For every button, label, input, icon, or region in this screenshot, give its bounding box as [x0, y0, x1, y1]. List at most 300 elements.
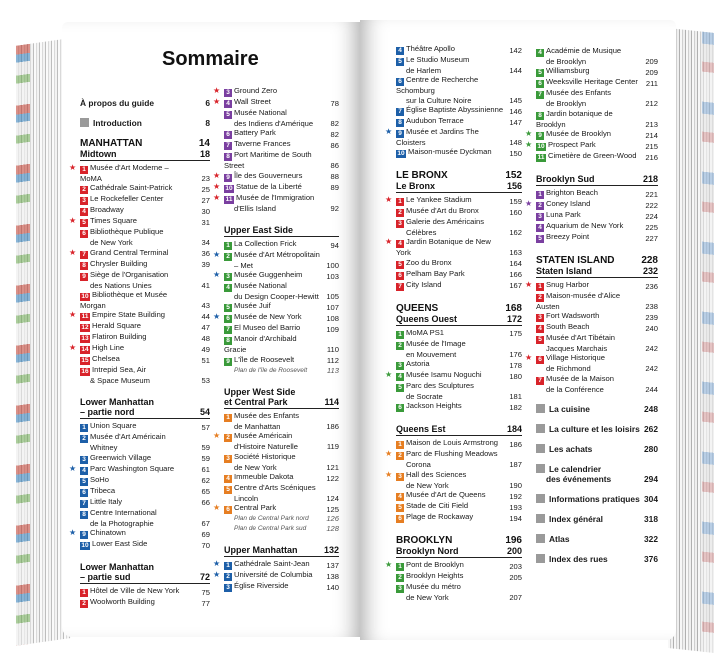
number-badge: 13 — [81, 335, 89, 343]
toc-entry[interactable] — [69, 216, 210, 227]
toc-page-number: 168 — [505, 302, 522, 314]
toc-entry[interactable] — [69, 343, 210, 354]
toc-entry[interactable] — [525, 353, 658, 364]
toc-entry-label: Tribeca — [90, 485, 116, 495]
number-badge: 4 — [80, 208, 88, 216]
toc-subsection-heading[interactable] — [80, 407, 210, 417]
heading-rule — [396, 325, 522, 326]
toc-entry[interactable] — [396, 593, 522, 602]
toc-entry-label: La Collection Frick — [234, 238, 297, 248]
number-badge: 3 — [396, 220, 404, 228]
star-icon: ★ — [525, 139, 533, 149]
star-icon: ★ — [525, 128, 533, 138]
toc-entry[interactable] — [224, 292, 339, 301]
toc-page-number: 212 — [645, 99, 658, 109]
toc-entry[interactable] — [536, 322, 658, 333]
toc-page-number: 57 — [201, 423, 210, 433]
number-badge: 6 — [536, 80, 544, 88]
toc-entry[interactable] — [80, 183, 210, 194]
toc-entry[interactable] — [536, 374, 658, 385]
toc-entry-label: Williamsburg — [546, 66, 590, 76]
toc-page-number: 244 — [645, 384, 658, 394]
toc-entry-label: QUEENS — [396, 302, 439, 314]
toc-chapter-row[interactable] — [80, 118, 210, 128]
toc-entry-label: Maison-musée d'Alice Austen — [536, 290, 621, 311]
toc-entry-label: – Met — [234, 260, 253, 270]
toc-entry[interactable] — [80, 586, 210, 597]
number-badge: 14 — [81, 346, 89, 354]
number-badge: 6 — [224, 506, 232, 514]
toc-entry[interactable] — [69, 247, 210, 259]
chapter-square-icon — [536, 444, 545, 453]
toc-entry[interactable] — [396, 147, 522, 158]
toc-entry[interactable] — [224, 483, 339, 494]
toc-entry[interactable] — [385, 370, 522, 381]
heading-rule — [396, 557, 522, 558]
toc-entry[interactable] — [224, 281, 339, 292]
toc-entry[interactable] — [396, 228, 522, 237]
toc-entry[interactable] — [69, 463, 210, 475]
toc-page-number: 211 — [645, 79, 658, 88]
toc-entry[interactable] — [213, 86, 339, 97]
toc-entry[interactable] — [224, 472, 339, 483]
toc-entry[interactable] — [396, 75, 522, 95]
toc-entry-label: Cathédrale Saint-Jean — [234, 558, 310, 568]
toc-entry-label: Parc Washington Square — [90, 463, 175, 473]
toc-entry-label: Brighton Beach — [546, 187, 598, 197]
toc-entry[interactable] — [396, 44, 522, 55]
toc-entry[interactable] — [536, 188, 658, 199]
toc-entry-label: Le Rockefeller Center — [90, 194, 164, 204]
toc-entry-label: Staten Island — [536, 265, 593, 276]
star-icon: ★ — [69, 163, 77, 172]
toc-entry[interactable] — [536, 109, 658, 129]
toc-entry[interactable] — [525, 198, 658, 210]
toc-entry[interactable] — [69, 310, 210, 321]
toc-page-number: 196 — [505, 534, 522, 546]
toc-entry[interactable] — [536, 66, 658, 77]
toc-chapter-row[interactable] — [536, 464, 658, 474]
star-icon: ★ — [213, 86, 221, 95]
toc-page-number: 160 — [509, 207, 522, 217]
number-badge: 5 — [396, 384, 404, 392]
toc-subsection-heading[interactable] — [80, 572, 210, 582]
toc-subsection-heading[interactable] — [396, 424, 522, 434]
star-icon: ★ — [213, 558, 221, 568]
toc-entry[interactable] — [80, 205, 210, 216]
star-icon: ★ — [385, 469, 393, 479]
toc-entry[interactable] — [224, 239, 339, 250]
toc-entry[interactable] — [80, 508, 210, 519]
toc-page-number: 218 — [642, 173, 658, 184]
toc-entry[interactable] — [80, 365, 210, 376]
toc-page-number: 190 — [509, 480, 522, 490]
toc-subsection-heading[interactable] — [80, 149, 210, 159]
toc-entry[interactable] — [224, 301, 339, 312]
toc-entry[interactable] — [536, 151, 658, 162]
toc-entry[interactable] — [213, 192, 339, 204]
toc-entry-label: de Brooklyn — [546, 99, 587, 109]
toc-entry[interactable] — [80, 376, 210, 385]
toc-entry-label: Musée du métro — [406, 581, 461, 591]
toc-entry[interactable] — [80, 194, 210, 205]
toc-entry-label: Île des Gouverneurs — [234, 170, 303, 180]
toc-entry[interactable] — [224, 128, 339, 139]
chapter-square-icon — [536, 464, 545, 473]
toc-entry-label: Audubon Terrace — [406, 115, 464, 125]
toc-page-number: 140 — [326, 582, 339, 592]
toc-entry[interactable] — [396, 438, 522, 449]
chapter-square-icon — [536, 424, 545, 433]
toc-page-number: 148 — [509, 137, 522, 147]
toc-entry[interactable] — [525, 139, 658, 151]
toc-entry-label: de New York — [90, 238, 133, 248]
toc-entry[interactable] — [213, 431, 339, 442]
toc-entry[interactable] — [224, 108, 339, 119]
toc-entry[interactable] — [396, 280, 522, 291]
toc-entry[interactable] — [536, 232, 658, 243]
heading-rule — [80, 418, 210, 419]
toc-subsection-heading[interactable] — [224, 545, 339, 555]
toc-entry[interactable] — [536, 333, 658, 344]
toc-entry[interactable] — [224, 334, 339, 354]
toc-entry-label: Battery Park — [234, 128, 276, 138]
toc-subsection-heading[interactable] — [396, 546, 522, 556]
toc-entry-label: Université de Columbia — [234, 569, 313, 579]
toc-chapter-row[interactable] — [536, 444, 658, 454]
toc-entry-label: Empire State Building — [92, 310, 166, 320]
toc-map-entry[interactable] — [224, 524, 339, 533]
toc-entry[interactable] — [80, 597, 210, 608]
toc-chapter-row[interactable] — [536, 514, 658, 524]
toc-entry[interactable] — [525, 128, 658, 140]
toc-entry[interactable] — [396, 512, 522, 523]
number-badge: 2 — [396, 574, 404, 582]
toc-entry[interactable] — [396, 350, 522, 359]
toc-entry[interactable] — [69, 163, 210, 183]
toc-entry-label: MANHATTAN — [80, 138, 143, 149]
toc-entry-label: Église Riverside — [234, 580, 289, 590]
left-page — [62, 22, 360, 637]
toc-entry[interactable] — [80, 519, 210, 528]
toc-entry[interactable] — [396, 217, 522, 228]
toc-entry[interactable] — [396, 116, 522, 127]
toc-entry[interactable] — [80, 486, 210, 497]
number-badge: 2 — [224, 573, 232, 581]
toc-page-number: 192 — [509, 491, 522, 501]
toc-chapter-row[interactable] — [536, 534, 658, 544]
toc-entry[interactable] — [396, 582, 522, 593]
toc-page-number: 23 — [201, 174, 210, 183]
toc-entry[interactable] — [80, 332, 210, 343]
toc-page-number: 318 — [644, 514, 658, 525]
heading-rule — [396, 435, 522, 436]
toc-entry-label: Brooklyn Heights — [406, 570, 464, 580]
toc-page-number: 294 — [644, 474, 658, 485]
toc-entry[interactable] — [525, 279, 658, 291]
toc-entry[interactable] — [396, 258, 522, 269]
toc-entry[interactable] — [80, 281, 210, 290]
toc-entry[interactable] — [536, 99, 658, 108]
toc-entry[interactable] — [80, 321, 210, 332]
number-badge: 1 — [80, 424, 88, 432]
toc-entry-label: Taverne Frances — [234, 139, 291, 149]
toc-chapter-row[interactable] — [536, 424, 658, 434]
toc-entry-label: Pont de Brooklyn — [406, 559, 464, 569]
toc-entry-label: À propos du guide — [80, 98, 154, 108]
toc-entry[interactable] — [80, 354, 210, 365]
toc-entry-label: en Mouvement — [406, 349, 457, 359]
toc-page-number: 110 — [326, 345, 339, 355]
toc-entry[interactable] — [536, 210, 658, 221]
toc-entry[interactable] — [80, 290, 210, 310]
toc-entry-label: Musée de l'Immigration — [236, 192, 315, 202]
toc-entry[interactable] — [536, 344, 658, 353]
toc-entry-label: Hôtel de Ville de New York — [90, 586, 180, 596]
toc-entry[interactable] — [80, 238, 210, 247]
toc-entry-label: Aquarium de New York — [546, 220, 624, 230]
toc-section-heading[interactable] — [80, 138, 210, 149]
toc-entry-label: BROOKLYN — [396, 534, 453, 546]
toc-subsection-heading[interactable] — [224, 387, 339, 397]
toc-entry[interactable] — [80, 432, 210, 443]
toc-page-number: 69 — [201, 529, 210, 539]
toc-entry[interactable] — [396, 206, 522, 217]
toc-entry-label: Plage de Rockaway — [406, 511, 474, 521]
number-badge: 7 — [224, 142, 232, 150]
toc-entry[interactable] — [385, 449, 522, 460]
toc-entry-label: Wall Street — [234, 97, 271, 106]
number-badge: 7 — [536, 91, 544, 99]
toc-entry[interactable] — [80, 270, 210, 281]
toc-entry[interactable] — [536, 77, 658, 88]
toc-entry[interactable] — [213, 503, 339, 514]
toc-subsection-heading[interactable] — [80, 562, 210, 572]
toc-entry-label: Musée National — [234, 281, 287, 291]
toc-page-number: 36 — [201, 249, 210, 259]
toc-map-entry[interactable] — [224, 366, 339, 375]
toc-entry-label: Cathédrale Saint-Patrick — [90, 183, 173, 193]
toc-subsection-heading[interactable] — [80, 397, 210, 407]
toc-entry[interactable] — [224, 139, 339, 150]
number-badge: 6 — [396, 78, 404, 86]
toc-entry[interactable] — [80, 453, 210, 464]
toc-section-heading[interactable] — [396, 303, 522, 314]
toc-entry[interactable] — [396, 460, 522, 469]
toc-entry[interactable] — [80, 497, 210, 508]
toc-page-number: 213 — [645, 119, 658, 129]
toc-entry[interactable] — [80, 259, 210, 270]
toc-entry-label: Woolworth Building — [90, 597, 155, 607]
toc-page-number: 103 — [326, 271, 339, 281]
toc-entry-label: Siège de l'Organisation — [90, 269, 169, 279]
star-icon: ★ — [385, 449, 393, 459]
toc-entry-label: de Richmond — [546, 364, 591, 374]
toc-entry-label: Union Square — [90, 421, 137, 431]
toc-entry[interactable] — [396, 401, 522, 412]
toc-map-entry[interactable] — [224, 514, 339, 523]
toc-entry-label: Chrysler Building — [90, 258, 148, 268]
toc-entry[interactable] — [536, 57, 658, 66]
toc-page-number: 224 — [645, 211, 658, 221]
toc-page-number: 27 — [201, 196, 210, 205]
toc-entry[interactable] — [224, 323, 339, 334]
toc-entry[interactable] — [224, 119, 339, 128]
toc-page-number: 78 — [330, 98, 339, 108]
star-icon: ★ — [213, 192, 221, 202]
star-icon: ★ — [213, 270, 221, 280]
toc-entry[interactable] — [385, 237, 522, 258]
number-badge: 4 — [536, 325, 544, 333]
toc-entry[interactable] — [213, 249, 339, 261]
toc-entry[interactable] — [536, 88, 658, 99]
toc-entry[interactable] — [396, 269, 522, 280]
toc-entry[interactable] — [224, 422, 339, 431]
toc-entry[interactable] — [213, 569, 339, 581]
toc-page-number: 228 — [641, 254, 658, 266]
toc-page-number: 232 — [642, 265, 658, 276]
toc-entry[interactable] — [396, 359, 522, 370]
toc-entry[interactable] — [396, 381, 522, 392]
toc-entry[interactable] — [224, 463, 339, 472]
toc-entry[interactable] — [536, 311, 658, 322]
toc-entry-label: Le Yankee Stadium — [406, 195, 472, 205]
toc-subsection-heading[interactable] — [396, 314, 522, 324]
toc-entry-label: Ground Zero — [234, 86, 278, 95]
number-badge: 7 — [396, 283, 404, 291]
number-badge: 5 — [396, 58, 404, 66]
toc-page-number: 242 — [645, 344, 658, 354]
toc-entry[interactable] — [224, 581, 339, 592]
toc-page-number: 138 — [326, 571, 339, 581]
toc-entry[interactable] — [213, 312, 339, 324]
toc-entry[interactable] — [80, 227, 210, 238]
toc-entry[interactable] — [224, 261, 339, 270]
toc-section-heading[interactable] — [536, 255, 658, 266]
toc-entry[interactable] — [213, 181, 339, 193]
toc-page-number: 59 — [201, 454, 210, 464]
toc-entry[interactable] — [385, 195, 522, 206]
toc-entry[interactable] — [213, 270, 339, 281]
number-badge: 12 — [81, 324, 89, 332]
star-icon: ★ — [213, 312, 221, 322]
toc-page-number: 164 — [509, 259, 522, 269]
toc-entry[interactable] — [536, 291, 658, 311]
toc-subsection-heading[interactable] — [224, 397, 339, 407]
toc-page-number: 142 — [509, 45, 522, 55]
toc-entry-label: Plan de Central Park sud — [234, 524, 307, 532]
toc-entry[interactable] — [396, 55, 522, 66]
toc-entry[interactable] — [80, 421, 210, 432]
toc-page-number: 114 — [324, 397, 339, 408]
toc-page-number: 236 — [645, 281, 658, 291]
toc-entry-label: de Brooklyn — [546, 57, 587, 66]
toc-chapter-row[interactable] — [80, 98, 210, 108]
toc-entry[interactable] — [396, 501, 522, 512]
toc-page-number: 75 — [201, 587, 210, 597]
toc-entry[interactable] — [385, 469, 522, 481]
toc-page-number: 8 — [205, 118, 210, 128]
toc-entry[interactable] — [396, 481, 522, 490]
toc-subsection-heading[interactable] — [396, 181, 522, 191]
toc-entry-label: Cimetière de Green-Wood — [548, 150, 637, 160]
toc-entry[interactable] — [224, 452, 339, 463]
toc-entry[interactable] — [80, 539, 210, 550]
toc-entry[interactable] — [396, 105, 522, 116]
toc-entry[interactable] — [396, 339, 522, 350]
number-badge: 10 — [225, 184, 233, 192]
star-icon: ★ — [69, 247, 77, 257]
toc-section-heading[interactable] — [396, 170, 522, 181]
toc-entry[interactable] — [536, 385, 658, 394]
toc-page-number: 225 — [645, 222, 658, 232]
toc-page-number: 34 — [201, 238, 210, 248]
toc-chapter-row[interactable] — [536, 494, 658, 504]
toc-entry-label: Whitney — [90, 443, 118, 453]
toc-entry[interactable] — [396, 392, 522, 401]
toc-entry[interactable] — [224, 442, 339, 451]
toc-entry-label: Midtown — [80, 149, 117, 159]
toc-entry-label: Galerie des Américains — [406, 217, 485, 227]
toc-entry-label: Upper West Side — [224, 387, 296, 398]
toc-entry[interactable] — [536, 46, 658, 57]
toc-entry-label: – partie sud — [80, 572, 131, 583]
toc-entry[interactable] — [213, 97, 339, 108]
toc-entry[interactable] — [69, 528, 210, 539]
number-badge: 9 — [80, 273, 88, 281]
toc-chapter-row[interactable] — [536, 474, 658, 484]
toc-page-number: 86 — [330, 161, 339, 171]
number-badge: 3 — [224, 273, 232, 281]
toc-entry[interactable] — [396, 328, 522, 339]
toc-entry[interactable] — [385, 559, 522, 571]
toc-chapter-row[interactable] — [536, 404, 658, 414]
toc-entry[interactable] — [80, 443, 210, 452]
toc-subsection-heading[interactable] — [536, 174, 658, 184]
toc-entry[interactable] — [213, 170, 339, 182]
toc-entry-label: Musée de New York — [234, 312, 302, 322]
toc-entry[interactable] — [396, 571, 522, 582]
toc-entry[interactable] — [396, 96, 522, 105]
toc-entry[interactable] — [385, 126, 522, 147]
toc-entry-label: de la Photographie — [90, 518, 154, 528]
toc-entry[interactable] — [536, 364, 658, 373]
toc-entry[interactable] — [80, 475, 210, 486]
star-icon: ★ — [213, 97, 221, 106]
toc-entry[interactable] — [224, 411, 339, 422]
toc-entry[interactable] — [213, 558, 339, 570]
toc-entry-label: High Line — [92, 343, 125, 353]
toc-entry-label: Index général — [549, 514, 603, 525]
toc-entry[interactable] — [224, 204, 339, 213]
toc-entry[interactable] — [224, 355, 339, 366]
toc-entry-label: Corona — [406, 460, 431, 470]
toc-subsection-heading[interactable] — [536, 266, 658, 276]
toc-chapter-row[interactable] — [536, 554, 658, 564]
toc-page-number: 221 — [645, 189, 658, 199]
number-badge: 2 — [396, 452, 404, 460]
toc-entry[interactable] — [396, 66, 522, 75]
toc-entry[interactable] — [396, 490, 522, 501]
toc-entry-label: City Island — [406, 279, 442, 289]
toc-entry[interactable] — [224, 150, 339, 170]
number-badge: 7 — [396, 108, 404, 116]
toc-section-heading[interactable] — [396, 535, 522, 546]
toc-entry[interactable] — [224, 494, 339, 503]
toc-entry-label: MoMA PS1 — [406, 327, 444, 337]
toc-entry[interactable] — [536, 221, 658, 232]
toc-subsection-heading[interactable] — [224, 225, 339, 235]
